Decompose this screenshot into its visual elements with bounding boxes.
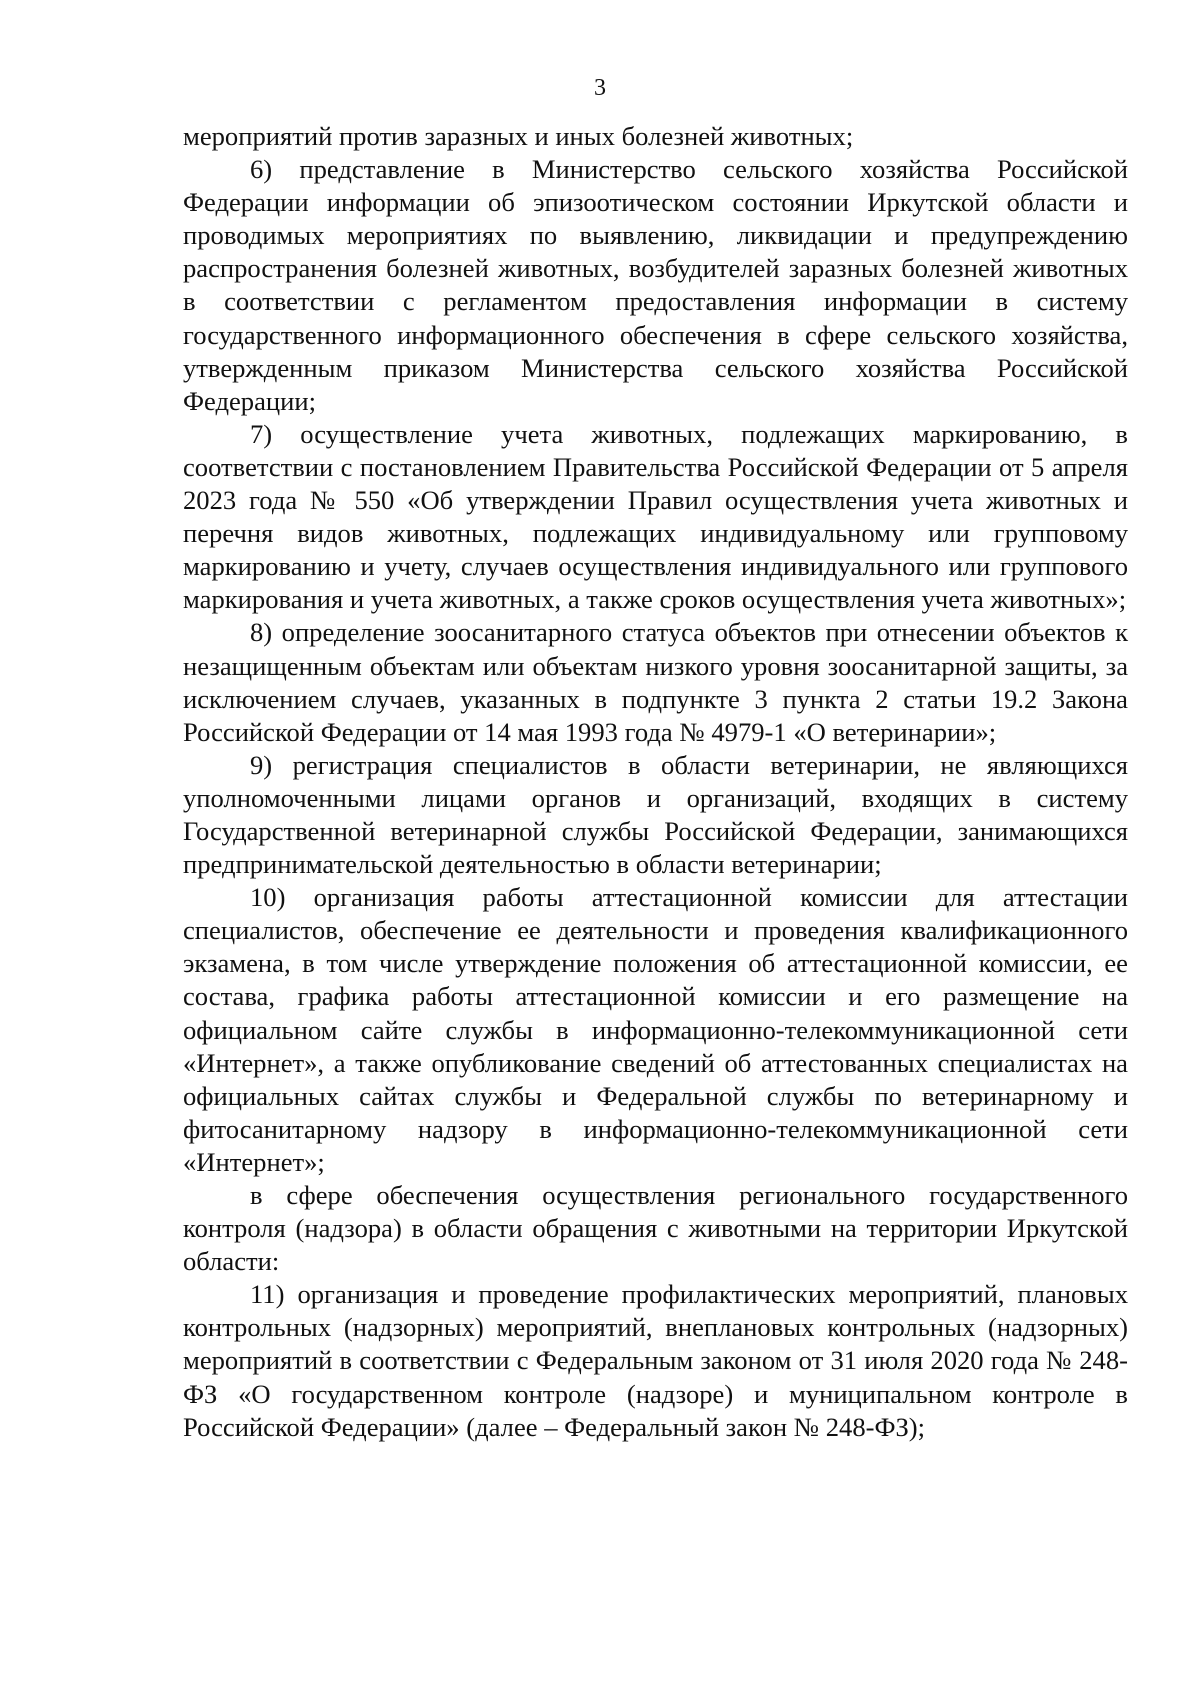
paragraph-item-10: 10) организация работы аттестационной комиссии для аттестации специалистов, обеспечение ее деятельности и проведения квалификационного экзамена, в том числе утверждение положения об аттестационной комиссии, ее состава, графика работы аттестационной комиссии и его размещение на официальном сайте службы в информационно-телекоммуникационной сети «Интернет», а также опубликование сведений об аттестованных специалистах на официальных сайтах службы и Федеральной службы по ветеринарному и фитосанитарному надзору в информационно-телекоммуникационной сети «Интернет»; <box>183 882 1128 1177</box>
paragraph-item-6: 6) представление в Министерство сельского хозяйства Российской Федерации информации об эпизоотическом состоянии Иркутской области и проводимых мероприятиях по выявлению, ликвидации и предупреждению распространения болезней животных, возбудителей заразных болезней животных в соответствии с регламентом предоставления информации в систему государственного информационного обеспечения в сфере сельского хозяйства, утвержденным приказом Министерства сельского хозяйства Российской Федерации; <box>183 154 1128 416</box>
paragraph-control-sphere: в сфере обеспечения осуществления регионального государственного контроля (надзора) в области обращения с животными на территории Иркутской области: <box>183 1180 1128 1277</box>
paragraph-item-9: 9) регистрация специалистов в области ветеринарии, не являющихся уполномоченными лицами органов и организаций, входящих в систему Государственной ветеринарной службы Российской Федерации, занимающихся предпринимательской деятельностью в области ветеринарии; <box>183 749 1128 880</box>
paragraph-continuation: мероприятий против заразных и иных болезней животных; <box>183 121 854 151</box>
paragraph-item-11: 11) организация и проведение профилактических мероприятий, плановых контрольных (надзорных) мероприятий, внеплановых контрольных (надзорных) мероприятий в соответствии с Федеральным законом от 31 июля 2020 года № 248-ФЗ «О государственном контроле (надзоре) и муниципальном контроле в Российской Федерации» (далее – Федеральный закон № 248-ФЗ); <box>183 1279 1128 1442</box>
document-body <box>183 120 1128 1444</box>
page-number: 3 <box>594 75 606 101</box>
paragraph-item-7: 7) осуществление учета животных, подлежащих маркированию, в соответствии с постановлением Правительства Российской Федерации от 5 апреля 2023 года № 550 «Об утверждении Правил осуществления учета животных и перечня видов животных, подлежащих индивидуальному или групповому маркированию и учету, случаев осуществления индивидуального или группового маркирования и учета животных, а также сроков осуществления учета животных»; <box>183 418 1128 615</box>
paragraph-item-8: 8) определение зоосанитарного статуса объектов при отнесении объектов к незащищенным объектам или объектам низкого уровня зоосанитарной защиты, за исключением случаев, указанных в подпункте 3 пункта 2 статьи 19.2 Закона Российской Федерации от 14 мая 1993 года № 4979-1 «О ветеринарии»; <box>183 617 1128 747</box>
